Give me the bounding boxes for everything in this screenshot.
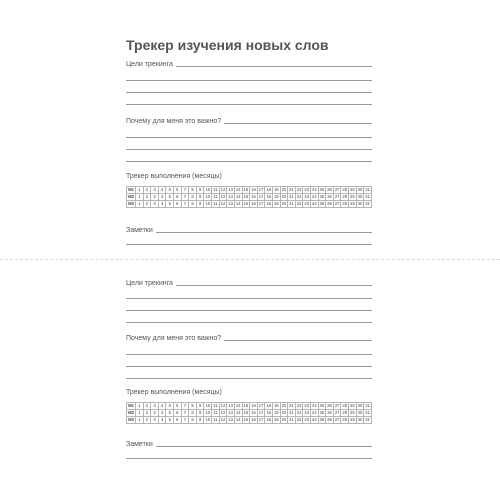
day-cell[interactable]: 26 xyxy=(327,187,332,192)
day-cell[interactable]: 5 xyxy=(166,417,174,424)
day-cell[interactable]: 14 xyxy=(235,187,241,192)
day-cell[interactable]: 28 xyxy=(342,201,348,206)
day-cell[interactable]: 4 xyxy=(158,194,166,201)
day-cell[interactable]: 25 xyxy=(319,194,325,199)
day-cell[interactable]: 28 xyxy=(342,417,348,422)
day-cell[interactable]: 27 xyxy=(334,194,340,199)
month-tracker-grid xyxy=(126,186,372,208)
day-cell[interactable]: 26 xyxy=(327,410,332,415)
underline xyxy=(126,232,372,233)
day-cell[interactable]: 30 xyxy=(357,201,363,206)
day-cell[interactable]: 22 xyxy=(296,187,302,192)
day-cell[interactable]: 10 xyxy=(205,187,211,192)
writing-line[interactable] xyxy=(126,366,372,367)
day-cell[interactable]: 4 xyxy=(158,201,166,208)
day-cell[interactable]: 19 xyxy=(273,194,279,199)
day-cell[interactable]: 9 xyxy=(196,403,204,410)
tracker-label: Трекер выполнения (месяцы) xyxy=(126,389,225,397)
day-cell[interactable]: 10 xyxy=(205,410,211,415)
day-cell[interactable]: 26 xyxy=(327,403,332,408)
day-cell[interactable]: 28 xyxy=(342,403,348,408)
day-cell[interactable]: 27 xyxy=(334,410,340,415)
day-cell[interactable]: 24 xyxy=(311,201,317,206)
day-cell[interactable]: 30 xyxy=(357,417,363,422)
day-cell[interactable]: 5 xyxy=(166,194,174,201)
month-row-label: М1 xyxy=(128,403,134,408)
day-cell[interactable]: 31 xyxy=(365,194,370,199)
goals-label: Цели трекинга xyxy=(126,61,176,69)
tracker-row xyxy=(127,194,372,201)
day-cell[interactable]: 15 xyxy=(243,417,249,422)
day-cell[interactable]: 29 xyxy=(350,410,355,415)
day-cell[interactable]: 2 xyxy=(143,201,151,208)
writing-line[interactable] xyxy=(126,92,372,93)
day-cell[interactable]: 21 xyxy=(289,201,294,206)
day-cell[interactable]: 25 xyxy=(319,201,325,206)
day-cell[interactable]: 12 xyxy=(220,194,226,199)
day-cell[interactable]: 17 xyxy=(258,410,264,415)
day-cell[interactable]: 25 xyxy=(319,403,325,408)
day-cell[interactable]: 21 xyxy=(289,410,294,415)
day-cell[interactable]: 2 xyxy=(143,403,151,410)
day-cell[interactable]: 29 xyxy=(350,417,355,422)
writing-line[interactable] xyxy=(126,298,372,299)
day-cell[interactable]: 11 xyxy=(213,417,218,422)
day-cell[interactable]: 8 xyxy=(189,410,197,417)
day-cell[interactable]: 19 xyxy=(273,417,279,422)
day-cell[interactable]: 23 xyxy=(304,187,310,192)
writing-line[interactable] xyxy=(126,322,372,323)
day-cell[interactable]: 3 xyxy=(151,187,159,194)
month-row-label: М3 xyxy=(128,417,134,422)
day-cell[interactable]: 24 xyxy=(311,187,317,192)
day-cell[interactable]: 28 xyxy=(342,187,348,192)
day-cell[interactable]: 11 xyxy=(213,201,218,206)
day-cell[interactable]: 8 xyxy=(189,201,197,208)
day-cell[interactable]: 9 xyxy=(196,201,204,208)
day-cell[interactable]: 16 xyxy=(251,187,256,192)
month-row-label: М1 xyxy=(128,187,134,192)
day-cell[interactable]: 8 xyxy=(189,194,197,201)
tracker-row xyxy=(127,417,372,424)
day-cell[interactable]: 31 xyxy=(365,410,370,415)
day-cell[interactable]: 29 xyxy=(350,201,355,206)
writing-line[interactable] xyxy=(126,378,372,379)
day-cell[interactable]: 3 xyxy=(151,417,159,424)
day-cell[interactable]: 3 xyxy=(151,403,159,410)
tracker-row xyxy=(127,403,372,410)
day-cell[interactable]: 2 xyxy=(143,410,151,417)
day-cell[interactable]: 22 xyxy=(296,417,302,422)
day-cell[interactable]: 12 xyxy=(220,201,226,206)
day-cell[interactable]: 5 xyxy=(166,403,174,410)
day-cell[interactable]: 10 xyxy=(205,201,211,206)
day-cell[interactable]: 17 xyxy=(258,201,264,206)
day-cell[interactable]: 2 xyxy=(143,187,151,194)
day-cell[interactable]: 23 xyxy=(304,201,310,206)
day-cell[interactable]: 30 xyxy=(357,194,363,199)
day-cell[interactable]: 9 xyxy=(196,410,204,417)
day-cell[interactable]: 19 xyxy=(273,410,279,415)
day-cell[interactable]: 18 xyxy=(266,417,271,422)
day-cell[interactable]: 5 xyxy=(166,187,174,194)
dashed-separator xyxy=(0,259,500,260)
day-cell[interactable]: 6 xyxy=(174,417,182,424)
tracker-label: Трекер выполнения (месяцы) xyxy=(126,173,225,181)
month-row-label: М2 xyxy=(128,410,134,415)
day-cell[interactable]: 4 xyxy=(158,187,166,194)
day-cell[interactable]: 31 xyxy=(365,403,370,408)
day-cell[interactable]: 4 xyxy=(158,403,166,410)
day-cell[interactable]: 17 xyxy=(258,417,264,422)
page-title: Трекер изучения новых слов xyxy=(126,37,329,53)
day-cell[interactable]: 27 xyxy=(334,201,340,206)
day-cell[interactable]: 14 xyxy=(235,417,241,422)
day-cell[interactable]: 22 xyxy=(296,403,302,408)
day-cell[interactable]: 29 xyxy=(350,187,355,192)
day-cell[interactable]: 25 xyxy=(319,417,325,422)
day-cell[interactable]: 9 xyxy=(196,194,204,201)
writing-line[interactable] xyxy=(126,149,372,150)
notes-label: Заметки xyxy=(126,441,156,449)
day-cell[interactable]: 6 xyxy=(174,403,182,410)
day-cell[interactable]: 14 xyxy=(235,410,241,415)
day-cell[interactable]: 29 xyxy=(350,403,355,408)
day-cell[interactable]: 13 xyxy=(228,403,233,408)
why-label: Почему для меня это важно? xyxy=(126,335,224,343)
day-cell[interactable]: 13 xyxy=(228,187,233,192)
day-cell[interactable]: 11 xyxy=(213,187,218,192)
day-cell[interactable]: 13 xyxy=(228,201,233,206)
day-cell[interactable]: 6 xyxy=(174,201,182,208)
day-cell[interactable]: 20 xyxy=(281,403,287,408)
day-cell[interactable]: 26 xyxy=(327,194,332,199)
day-cell[interactable]: 1 xyxy=(136,201,144,208)
day-cell[interactable]: 25 xyxy=(319,187,325,192)
day-cell[interactable]: 17 xyxy=(258,187,264,192)
day-cell[interactable]: 27 xyxy=(334,403,340,408)
day-cell[interactable]: 11 xyxy=(213,410,218,415)
day-cell[interactable]: 31 xyxy=(365,201,370,206)
day-cell[interactable]: 14 xyxy=(235,194,241,199)
day-cell[interactable]: 14 xyxy=(235,201,241,206)
day-cell[interactable]: 7 xyxy=(181,403,189,410)
writing-line[interactable] xyxy=(126,137,372,138)
day-cell[interactable]: 15 xyxy=(243,194,249,199)
day-cell[interactable]: 26 xyxy=(327,417,332,422)
day-cell[interactable]: 7 xyxy=(181,194,189,201)
day-cell[interactable]: 28 xyxy=(342,410,348,415)
day-cell[interactable]: 12 xyxy=(220,403,226,408)
day-cell[interactable]: 6 xyxy=(174,187,182,194)
day-cell[interactable]: 21 xyxy=(289,187,294,192)
day-cell[interactable]: 2 xyxy=(143,417,151,424)
day-cell[interactable]: 18 xyxy=(266,194,271,199)
month-row-label: М2 xyxy=(128,194,134,199)
day-cell[interactable]: 18 xyxy=(266,403,271,408)
day-cell[interactable]: 6 xyxy=(174,194,182,201)
day-cell[interactable]: 21 xyxy=(289,194,294,199)
day-cell[interactable]: 13 xyxy=(228,194,233,199)
writing-line[interactable] xyxy=(126,354,372,355)
day-cell[interactable]: 13 xyxy=(228,417,233,422)
day-cell[interactable]: 6 xyxy=(174,410,182,417)
day-cell[interactable]: 12 xyxy=(220,417,226,422)
month-row-label: М3 xyxy=(128,201,134,206)
goals-label: Цели трекинга xyxy=(126,280,176,288)
day-cell[interactable]: 16 xyxy=(251,410,256,415)
day-cell[interactable]: 24 xyxy=(311,403,317,408)
day-cell[interactable]: 15 xyxy=(243,187,249,192)
day-cell[interactable]: 1 xyxy=(136,187,144,194)
writing-line[interactable] xyxy=(126,161,372,162)
writing-line[interactable] xyxy=(126,80,372,81)
writing-line[interactable] xyxy=(126,244,372,245)
day-cell[interactable]: 3 xyxy=(151,410,159,417)
notes-label: Заметки xyxy=(126,227,156,235)
day-cell[interactable]: 20 xyxy=(281,187,287,192)
day-cell[interactable]: 22 xyxy=(296,201,302,206)
day-cell[interactable]: 21 xyxy=(289,403,294,408)
day-cell[interactable]: 2 xyxy=(143,194,151,201)
day-cell[interactable]: 17 xyxy=(258,403,264,408)
day-cell[interactable]: 26 xyxy=(327,201,332,206)
day-cell[interactable]: 5 xyxy=(166,410,174,417)
day-cell[interactable]: 7 xyxy=(181,417,189,424)
day-cell[interactable]: 24 xyxy=(311,194,317,199)
day-cell[interactable]: 19 xyxy=(273,403,279,408)
month-tracker-grid xyxy=(126,402,372,424)
day-cell[interactable]: 11 xyxy=(213,403,218,408)
day-cell[interactable]: 13 xyxy=(228,410,233,415)
day-cell[interactable]: 30 xyxy=(357,187,363,192)
day-cell[interactable]: 18 xyxy=(266,410,271,415)
day-cell[interactable]: 9 xyxy=(196,187,204,194)
day-cell[interactable]: 1 xyxy=(136,194,144,201)
day-cell[interactable]: 31 xyxy=(365,417,370,422)
day-cell[interactable]: 15 xyxy=(243,410,249,415)
day-cell[interactable]: 12 xyxy=(220,187,226,192)
day-cell[interactable]: 7 xyxy=(181,187,189,194)
day-cell[interactable]: 28 xyxy=(342,194,348,199)
day-cell[interactable]: 29 xyxy=(350,194,355,199)
day-cell[interactable]: 8 xyxy=(189,187,197,194)
day-cell[interactable]: 30 xyxy=(357,403,363,408)
day-cell[interactable]: 4 xyxy=(158,410,166,417)
day-cell[interactable]: 10 xyxy=(205,194,211,199)
day-cell[interactable]: 30 xyxy=(357,410,363,415)
day-cell[interactable]: 4 xyxy=(158,417,166,424)
day-cell[interactable]: 19 xyxy=(273,201,279,206)
day-cell[interactable]: 15 xyxy=(243,403,249,408)
writing-line[interactable] xyxy=(126,458,372,459)
writing-line[interactable] xyxy=(126,310,372,311)
writing-line[interactable] xyxy=(126,104,372,105)
day-cell[interactable]: 22 xyxy=(296,410,302,415)
day-cell[interactable]: 5 xyxy=(166,201,174,208)
underline xyxy=(126,446,372,447)
day-cell[interactable]: 21 xyxy=(289,417,294,422)
day-cell[interactable]: 10 xyxy=(205,417,211,422)
day-cell[interactable]: 10 xyxy=(205,403,211,408)
day-cell[interactable]: 3 xyxy=(151,201,159,208)
day-cell[interactable]: 20 xyxy=(281,194,287,199)
day-cell[interactable]: 8 xyxy=(189,417,197,424)
day-cell[interactable]: 17 xyxy=(258,194,264,199)
day-cell[interactable]: 16 xyxy=(251,194,256,199)
tracker-row xyxy=(127,187,372,194)
day-cell[interactable]: 24 xyxy=(311,417,317,422)
day-cell[interactable]: 8 xyxy=(189,403,197,410)
day-cell[interactable]: 19 xyxy=(273,187,279,192)
day-cell[interactable]: 18 xyxy=(266,201,271,206)
day-cell[interactable]: 1 xyxy=(136,417,144,424)
day-cell[interactable]: 14 xyxy=(235,403,241,408)
why-label: Почему для меня это важно? xyxy=(126,118,224,126)
day-cell[interactable]: 27 xyxy=(334,187,340,192)
day-cell[interactable]: 31 xyxy=(365,187,370,192)
day-cell[interactable]: 12 xyxy=(220,410,226,415)
day-cell[interactable]: 3 xyxy=(151,194,159,201)
day-cell[interactable]: 20 xyxy=(281,417,287,422)
day-cell[interactable]: 15 xyxy=(243,201,249,206)
day-cell[interactable]: 20 xyxy=(281,201,287,206)
day-cell[interactable]: 23 xyxy=(304,417,310,422)
day-cell[interactable]: 1 xyxy=(136,410,144,417)
day-cell[interactable]: 22 xyxy=(296,194,302,199)
day-cell[interactable]: 16 xyxy=(251,403,256,408)
day-cell[interactable]: 23 xyxy=(304,194,310,199)
day-cell[interactable]: 27 xyxy=(334,417,340,422)
tracker-row xyxy=(127,201,372,208)
day-cell[interactable]: 7 xyxy=(181,410,189,417)
day-cell[interactable]: 25 xyxy=(319,410,325,415)
day-cell[interactable]: 16 xyxy=(251,201,256,206)
day-cell[interactable]: 24 xyxy=(311,410,317,415)
day-cell[interactable]: 9 xyxy=(196,417,204,424)
day-cell[interactable]: 7 xyxy=(181,201,189,208)
day-cell[interactable]: 11 xyxy=(213,194,218,199)
day-cell[interactable]: 1 xyxy=(136,403,144,410)
day-cell[interactable]: 20 xyxy=(281,410,287,415)
day-cell[interactable]: 23 xyxy=(304,410,310,415)
day-cell[interactable]: 23 xyxy=(304,403,310,408)
day-cell[interactable]: 18 xyxy=(266,187,271,192)
tracker-row xyxy=(127,410,372,417)
day-cell[interactable]: 16 xyxy=(251,417,256,422)
